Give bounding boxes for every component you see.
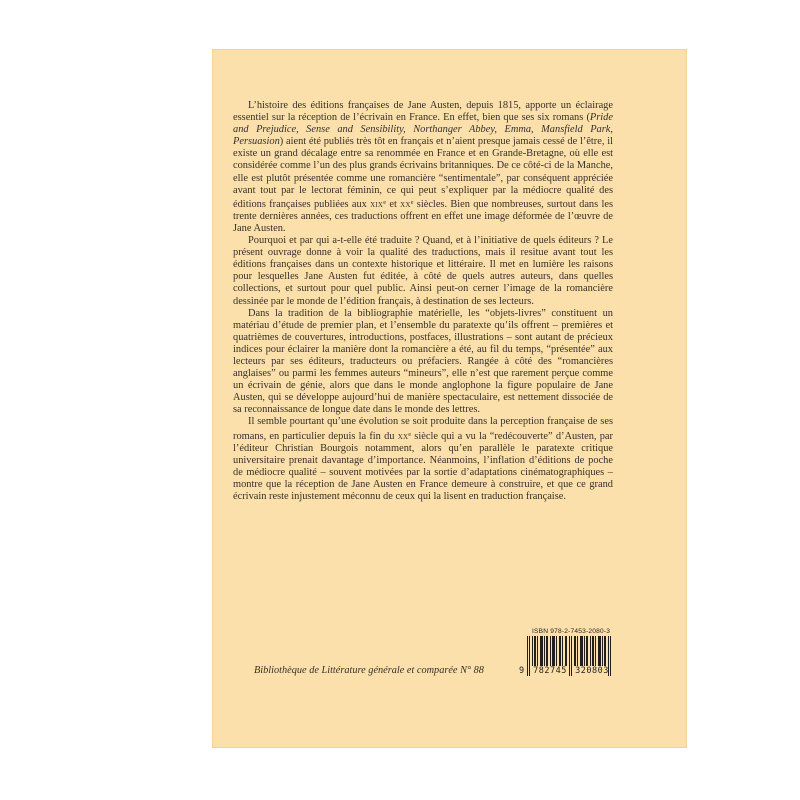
book-back-cover	[212, 49, 687, 748]
series-title: Bibliothèque de Littérature générale et comparée N° 88	[254, 665, 484, 676]
back-cover-text	[233, 100, 613, 503]
text-run-sup: e	[410, 198, 414, 206]
text-run-sc: xx	[400, 198, 411, 210]
paragraph	[233, 308, 613, 417]
isbn-block	[519, 628, 615, 676]
text-run: Il semble pourtant qu’une évolution se soit produite dans la perception française de ses romans, en particulier depuis la fin du	[233, 416, 613, 442]
text-run-sc: xx	[397, 430, 409, 442]
text-run: L’histoire des éditions françaises de Jane Austen, depuis 1815, apporte un éclairage essentiel sur la réception de l’écrivain en France. En effet, bien que ses six romans (	[233, 100, 613, 124]
paragraph	[233, 416, 613, 503]
text-run: et	[386, 198, 401, 210]
text-run-sup: e	[383, 198, 387, 206]
text-run: ) aient été publiés très tôt en français et n’aient presque jamais cessé de l’être, il existe un grand décalage entre sa renommée en France et en Grande-Bretagne, où elle est considérée comme l’un des plus grands écrivains britanniques. De ce côté-ci de la Manche, elle est plutôt présentée comme une romancière “sentimentale”, par conséquent appréciée avant tout par le lectorat féminin, ce qui peut s’expliquer par la médiocre qualité des éditions françaises publiées aux	[233, 136, 613, 210]
text-run-i: Pride and Prejudice, Sense and Sensibility, Northanger Abbey, Emma, Mansfield Park, Persuasion	[233, 112, 613, 148]
text-run: Pourquoi et par qui a-t-elle été traduite ? Quand, et à l’initiative de quels éditeurs ? Le présent ouvrage donne à voir la qualité des traductions, mais il resitue avant tout les éditions françaises dans un contexte historique et littéraire. Il met en lumière les raisons pour lesquelles Jane Austen fut éditée, à côté de quels autres auteurs, dans quelles collections, et surtout pour quel public. Ainsi peut-on cerner l’image de la romancière dessinée par le monde de l’édition français, à destination de ses lecteurs.	[233, 235, 613, 307]
isbn-label: ISBN 978-2-7453-2080-3	[532, 628, 611, 635]
ean-barcode	[519, 636, 612, 676]
paragraph	[233, 100, 613, 235]
barcode-digits: 320803	[575, 666, 609, 676]
text-run: siècle qui a vu la “redécouverte” d’Austen, par l’éditeur Christian Bourgois notamment, alors qu’en parallèle le paratexte critique universitaire prenait davantage d’importance. Néanmoins, l’inflation d’éditions de poche de médiocre qualité – souvent motivées par la sortie d’adaptations cinématographiques – montre que la réception de Jane Austen en France demeure à construire, et que ce grand écrivain reste injustement méconnu de ceux qui la lisent en traduction française.	[233, 430, 613, 502]
paragraph	[233, 235, 613, 308]
text-run-sc: xix	[370, 198, 384, 210]
text-run-sup: e	[408, 430, 412, 438]
barcode-digits: 9	[519, 666, 525, 676]
text-run: Dans la tradition de la bibliographie matérielle, les “objets-livres” constituent un matériau d’étude de premier plan, et l’ensemble du paratexte qu’ils offrent – premières et quatrièmes de couvertures, introductions, postfaces, illustrations – sont autant de précieux indices pour éclairer la manière dont la romancière a été, au fil du temps, “présentée” aux lecteurs par ses éditeurs, traducteurs ou préfaciers. Rangée à côté des “romancières anglaises” ou parmi les femmes auteurs “mineurs”, elle n’est que rarement perçue comme un écrivain de génie, alors que dans le monde anglophone la figure populaire de Jane Austen, qui se développe aujourd’hui de manière spectaculaire, est nettement dissociée de sa reconnaissance de longue date dans le monde des lettres.	[233, 307, 613, 416]
text-run: siècles. Bien que nombreuses, surtout dans les trente dernières années, ces traductions offrent en effet une image déformée de l’œuvre de Jane Austen.	[233, 198, 613, 234]
barcode-digits: 782745	[533, 666, 567, 676]
